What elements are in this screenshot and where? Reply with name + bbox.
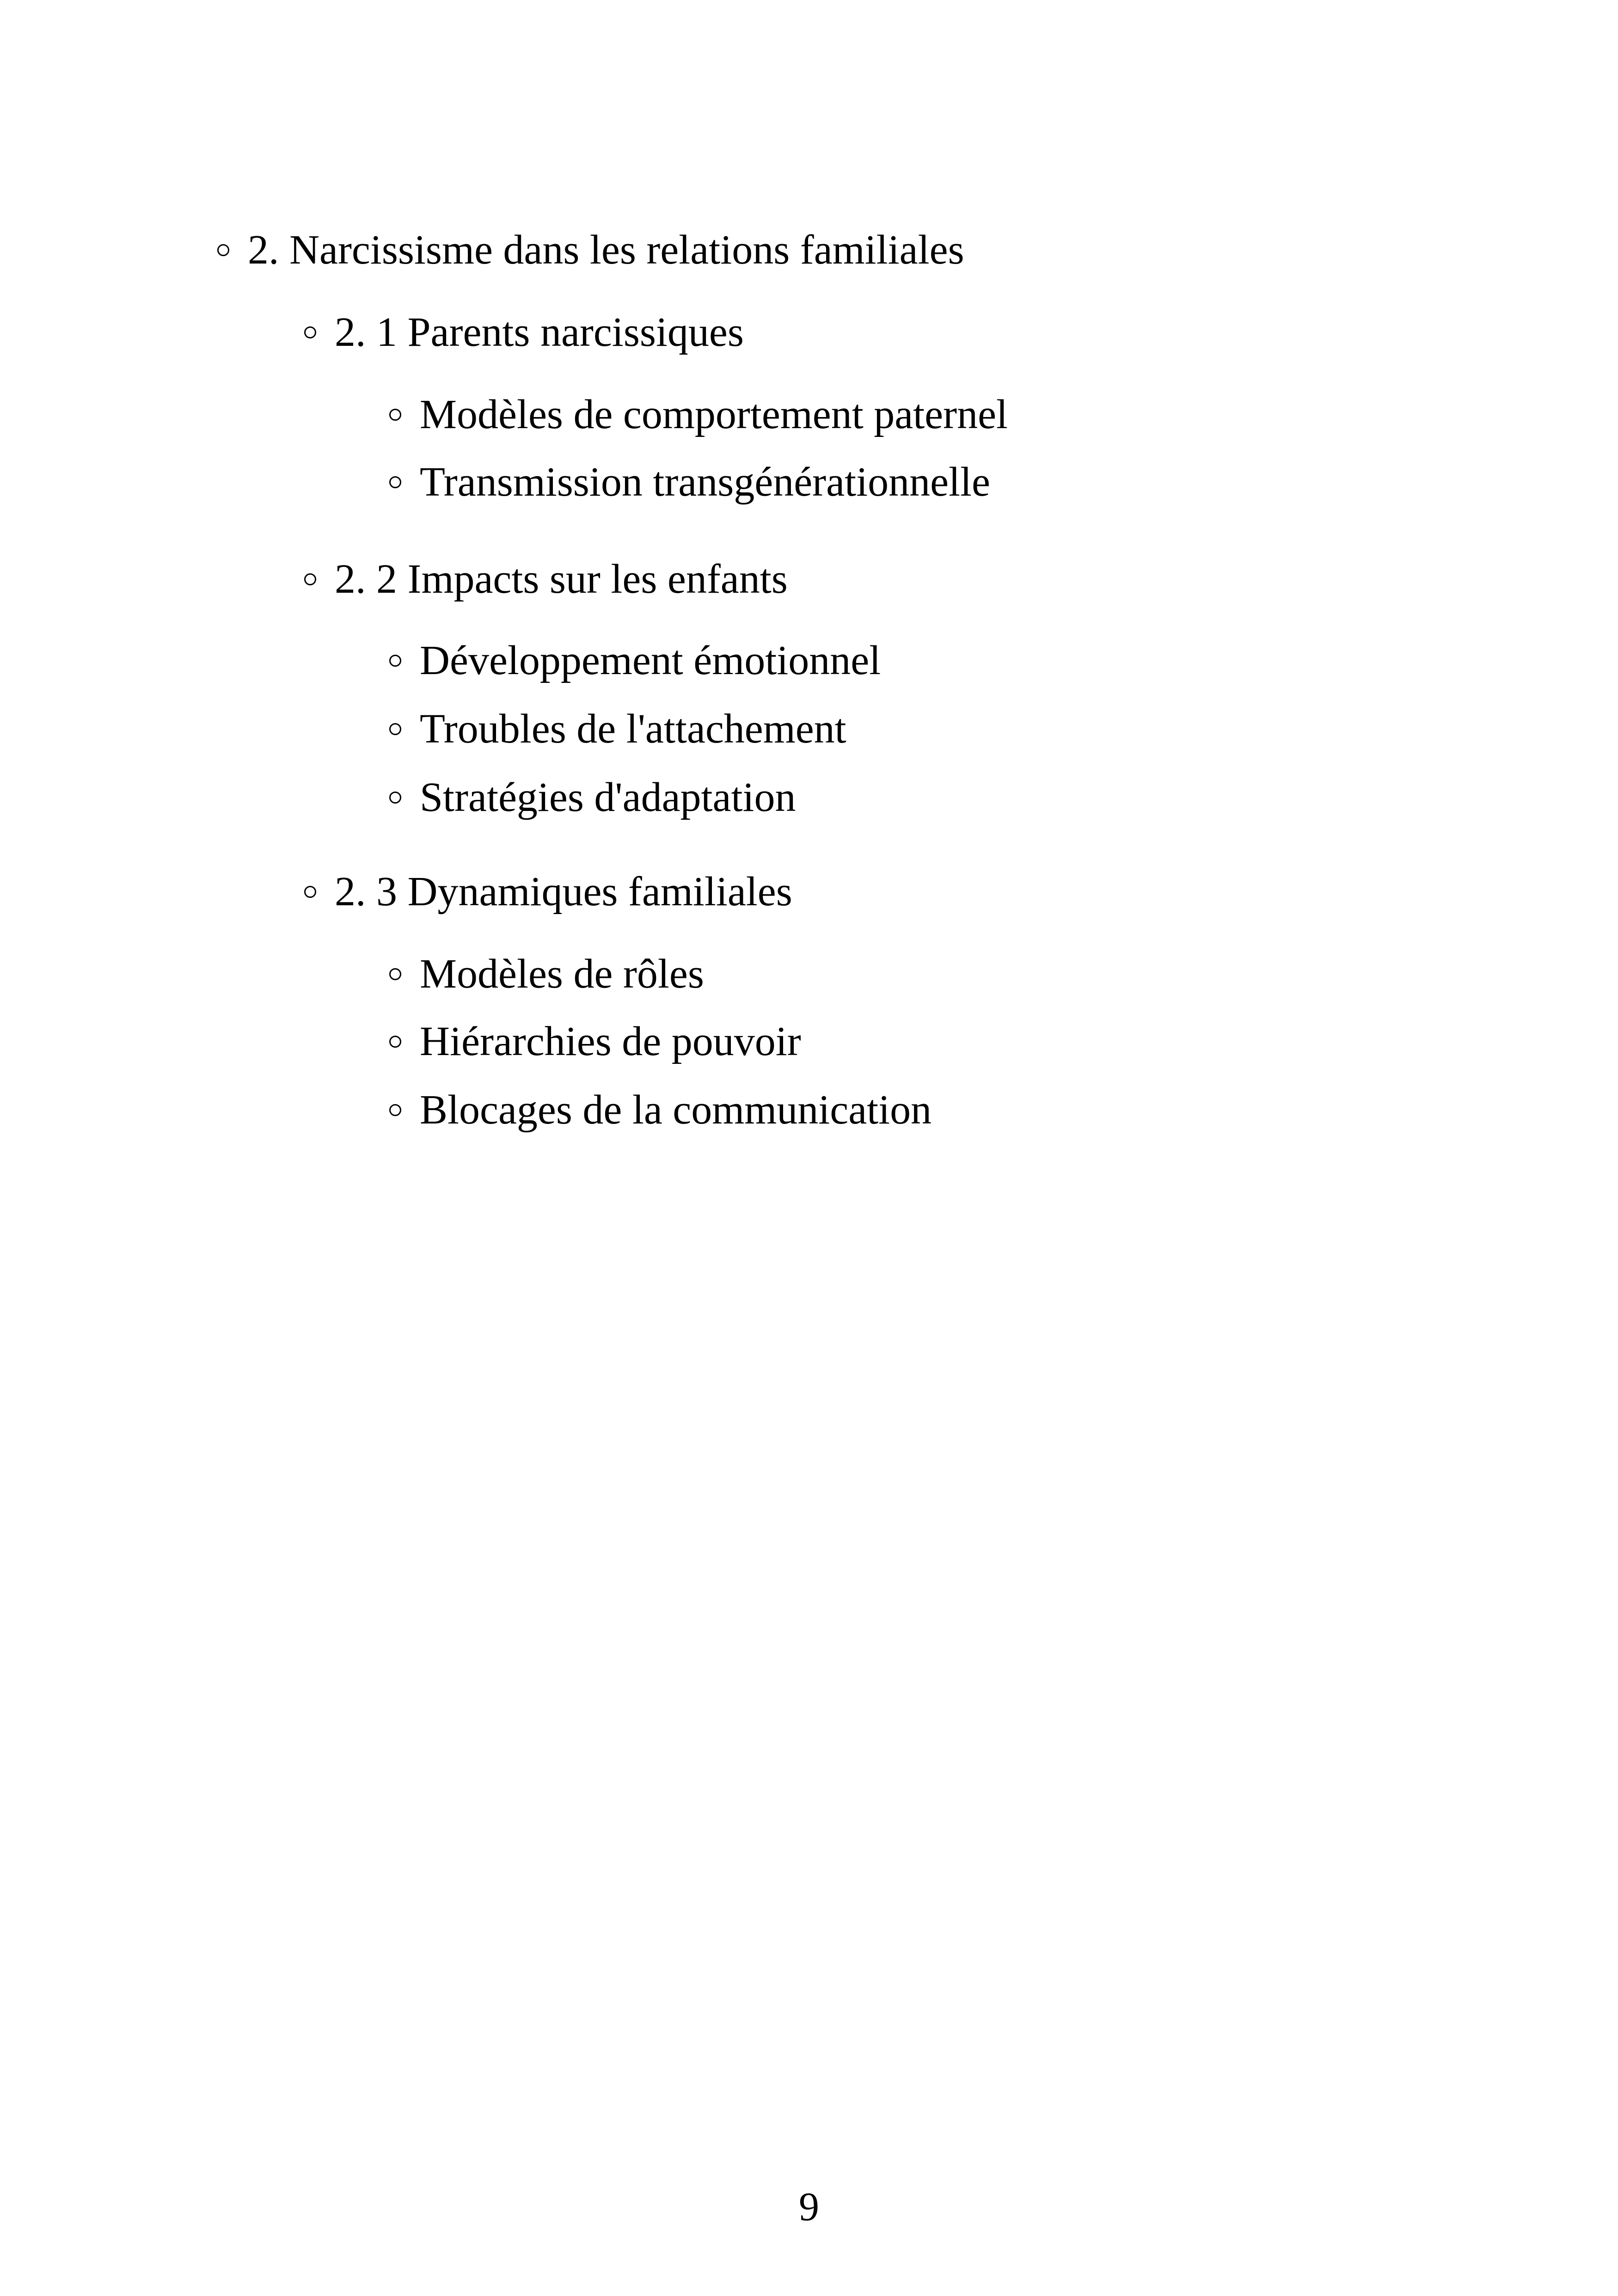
outline-item xyxy=(389,394,1008,436)
item-label: Modèles de rôles xyxy=(420,951,704,997)
item-label: Stratégies d'adaptation xyxy=(420,774,796,820)
hollow-circle-icon xyxy=(389,655,401,667)
item-label: Blocages de la communication xyxy=(420,1087,932,1133)
hollow-circle-icon xyxy=(389,968,401,980)
outline-item xyxy=(389,1021,801,1062)
item-label: Transmission transgénérationnelle xyxy=(420,459,990,505)
section-title: 2. Narcissisme dans les relations familiales xyxy=(248,227,964,273)
item-label: Troubles de l'attachement xyxy=(420,706,846,752)
item-label: Hiérarchies de pouvoir xyxy=(420,1019,801,1064)
hollow-circle-icon xyxy=(389,723,401,735)
hollow-circle-icon xyxy=(389,476,401,488)
hollow-circle-icon xyxy=(304,886,316,898)
outline-item xyxy=(389,953,704,995)
outline-item xyxy=(389,1089,932,1131)
subsection-title: 2. 3 Dynamiques familiales xyxy=(335,869,792,915)
subsection-title: 2. 2 Impacts sur les enfants xyxy=(335,556,788,602)
item-label: Développement émotionnel xyxy=(420,638,881,683)
outline-item xyxy=(389,640,881,681)
hollow-circle-icon xyxy=(389,409,401,421)
outline-section xyxy=(217,229,964,271)
page-number: 9 xyxy=(799,2185,819,2229)
outline-subsection xyxy=(304,871,792,913)
hollow-circle-icon xyxy=(304,326,316,338)
outline-subsection xyxy=(304,309,744,355)
item-label: Modèles de comportement paternel xyxy=(420,392,1008,437)
hollow-circle-icon xyxy=(304,573,316,585)
outline-item xyxy=(389,708,846,750)
outline-item xyxy=(389,774,796,820)
outline-subsection xyxy=(304,556,788,602)
hollow-circle-icon xyxy=(389,1104,401,1116)
hollow-circle-icon xyxy=(389,792,401,804)
subsection-title: 2. 1 Parents narcissiques xyxy=(335,309,744,355)
hollow-circle-icon xyxy=(389,1036,401,1048)
outline-item xyxy=(389,461,990,503)
hollow-circle-icon xyxy=(217,244,229,256)
